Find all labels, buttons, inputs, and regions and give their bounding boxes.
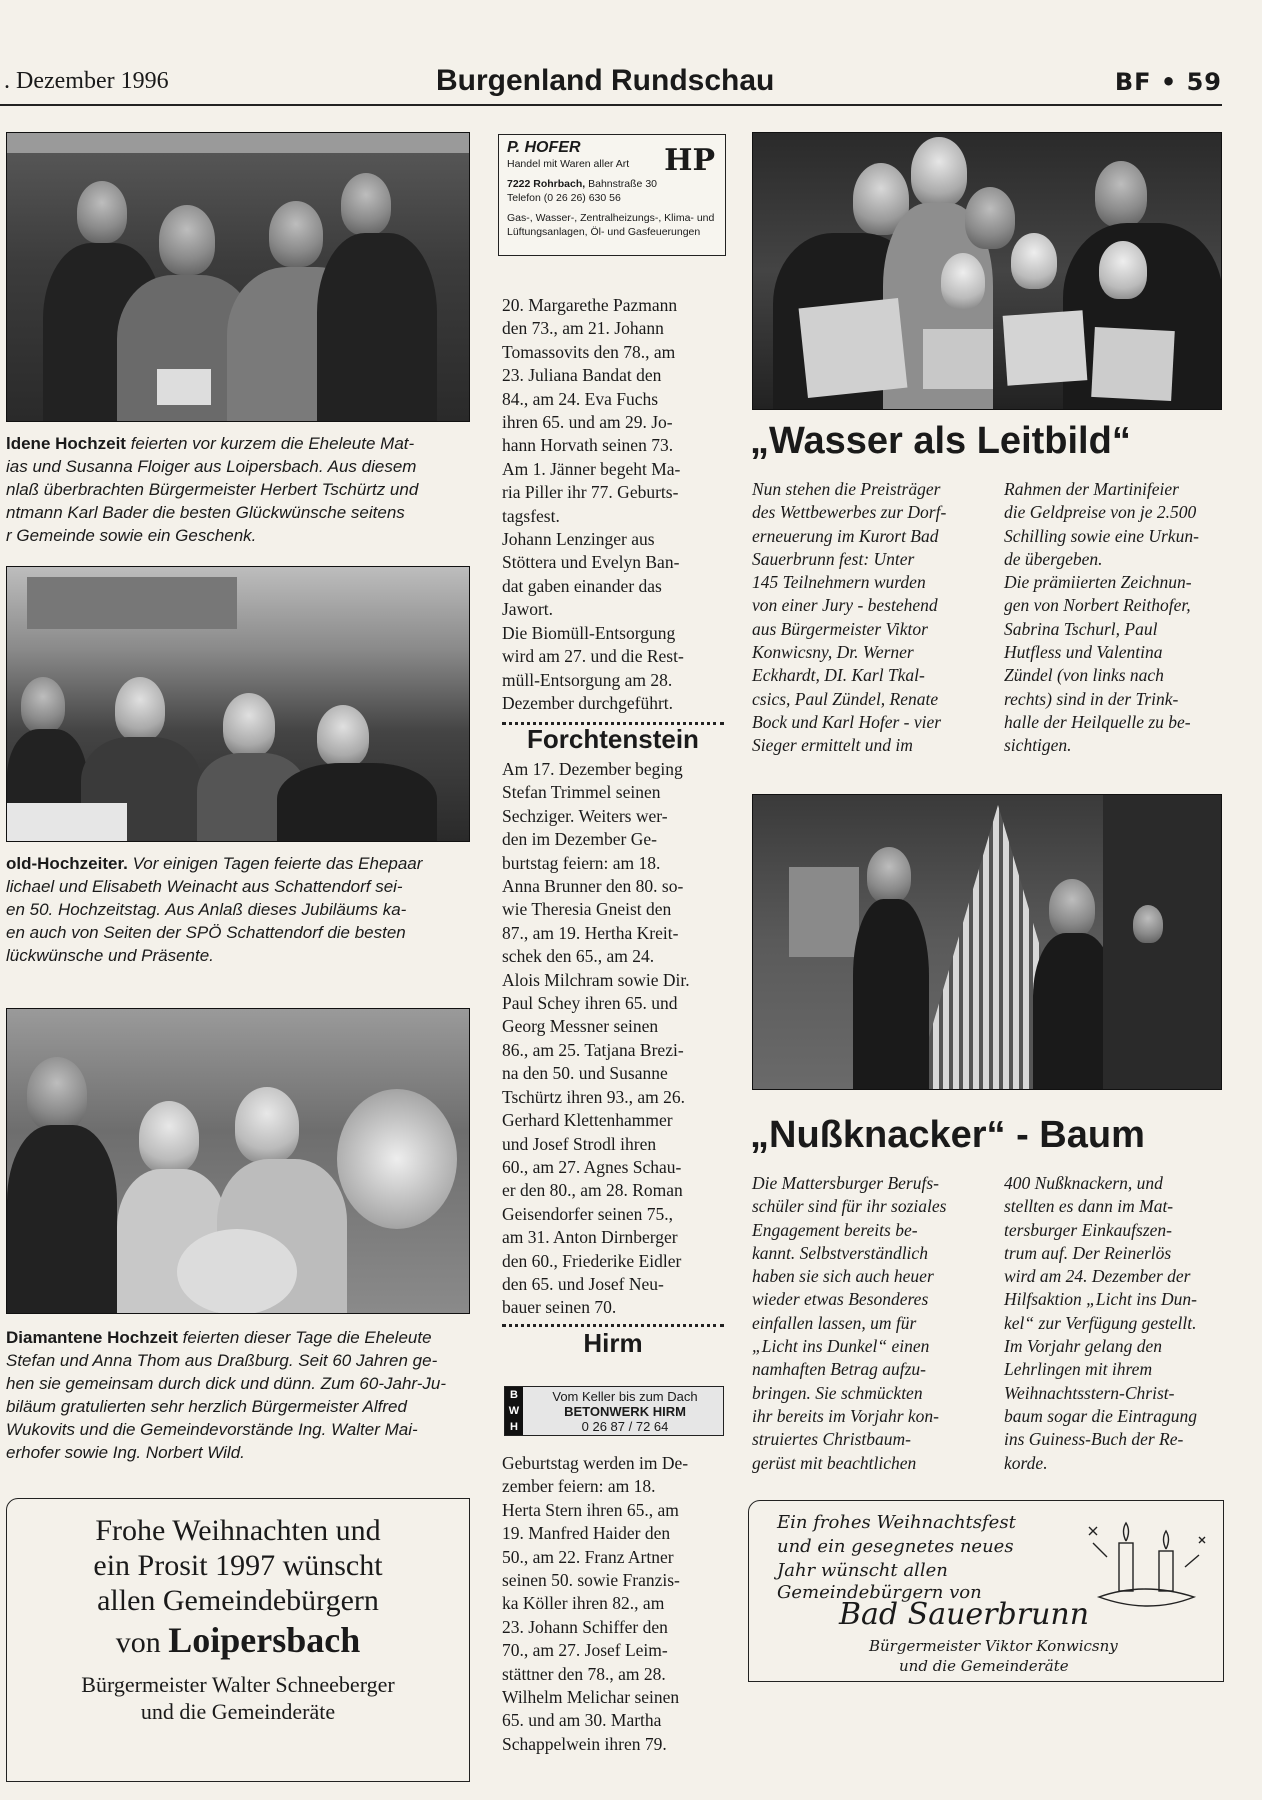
text-line: und Josef Strodl ihren xyxy=(502,1133,657,1154)
ad-address xyxy=(507,177,717,191)
text-line: Gerhard Klettenhammer xyxy=(502,1110,673,1131)
text-line: den 65. und Josef Neu- xyxy=(502,1273,664,1294)
greeting-bad-sauerbrunn xyxy=(748,1500,1224,1682)
text-line: 87., am 19. Hertha Kreit- xyxy=(502,922,679,943)
hirm-slogan: Vom Keller bis zum Dach xyxy=(552,1389,698,1404)
text-line: 145 Teilnehmern wurden xyxy=(752,572,926,593)
text-line: Geisendorfer seinen 75., xyxy=(502,1203,674,1224)
text-line: namhaften Betrag aufzu- xyxy=(752,1359,927,1380)
greeting-line: Gemeindebürgern von xyxy=(777,1582,982,1603)
section-hirm: Hirm xyxy=(583,1328,643,1358)
text-line: am 31. Anton Dirnberger xyxy=(502,1227,678,1248)
ad-company-name: P. HOFER xyxy=(507,139,581,156)
greeting-line: allen Gemeindebürgern xyxy=(97,1584,379,1617)
hofer-logo: HP xyxy=(664,143,715,178)
text-line: ins Guiness-Buch der Re- xyxy=(1004,1429,1184,1450)
text-line: Sieger ermittelt und im xyxy=(752,735,913,756)
greeting-line: Jahr wünscht allen xyxy=(777,1560,948,1581)
header-rule xyxy=(0,104,1222,106)
text-line: des Wettbewerbes zur Dorf- xyxy=(752,502,947,523)
caption-golden-wedding xyxy=(6,432,472,547)
greeting-council: und die Gemeinderäte xyxy=(140,1699,336,1724)
text-line: haben sie sich auch heuer xyxy=(752,1266,934,1287)
dotted-divider xyxy=(502,1324,724,1327)
text-line: ria Piller ihr 77. Geburts- xyxy=(502,482,679,503)
headline-nussknacker-baum: „Nußknacker“ - Baum xyxy=(750,1114,1145,1156)
text-line: sichtigen. xyxy=(1004,735,1072,756)
text-line: erneuerung im Kurort Bad xyxy=(752,525,939,546)
text-line: korde. xyxy=(1004,1452,1048,1473)
text-line: von einer Jury - bestehend xyxy=(752,595,938,616)
greeting-loipersbach xyxy=(6,1498,470,1782)
greeting-mayor: Bürgermeister Walter Schneeberger xyxy=(81,1672,395,1697)
text-line: 84., am 24. Eva Fuchs xyxy=(502,388,659,409)
text-line: 400 Nußknackern, und xyxy=(1004,1173,1163,1193)
text-line: er den 80., am 28. Roman xyxy=(502,1180,683,1201)
photo-wasser-prize-winners xyxy=(752,132,1222,410)
greeting-line: Ein frohes Weihnachtsfest xyxy=(777,1512,1016,1533)
text-line: na den 50. und Susanne xyxy=(502,1063,668,1084)
text-line: wieder etwas Besonderes xyxy=(752,1289,929,1310)
text-line: Rahmen der Martinifeier xyxy=(1004,479,1179,499)
text-line: Anna Brunner den 80. so- xyxy=(502,876,684,897)
text-line: Bock und Karl Hofer - vier xyxy=(752,711,942,732)
text-line: 20. Margarethe Pazmann xyxy=(502,295,678,315)
ad-services: Gas-, Wasser-, Zentralheizungs-, Klima- und xyxy=(507,212,715,224)
text-line: Zündel (von links nach xyxy=(1004,665,1164,686)
caption-text: r Gemeinde sowie ein Geschenk. xyxy=(6,526,257,545)
photo-nutcracker-tree xyxy=(752,794,1222,1090)
text-line: 70., am 27. Josef Leim- xyxy=(502,1640,668,1661)
greeting-town: Bad Sauerbrunn xyxy=(839,1597,1090,1632)
page-number: BF • 59 xyxy=(1114,68,1222,96)
text-line: tersburger Einkaufszen- xyxy=(1004,1219,1173,1240)
text-line: stättner den 78., am 28. xyxy=(502,1663,666,1684)
caption-text: biläum gratulierten sehr herzlich Bürgermeister Alfred xyxy=(6,1397,407,1416)
article-nussknacker-col2 xyxy=(1004,1172,1226,1475)
greeting-mayor: Bürgermeister Viktor Konwicsny xyxy=(869,1637,1118,1655)
text-line: Alois Milchram sowie Dir. xyxy=(502,969,690,990)
text-line: Sechziger. Weiters wer- xyxy=(502,805,668,826)
text-line: de übergeben. xyxy=(1004,548,1103,569)
text-line: 50., am 22. Franz Artner xyxy=(502,1546,674,1567)
text-line: schüler sind für ihr soziales xyxy=(752,1196,947,1217)
greeting-town-line xyxy=(7,1618,469,1665)
text-line: wird am 24. Dezember der xyxy=(1004,1266,1191,1287)
text-line: halle der Heilquelle zu be- xyxy=(1004,711,1191,732)
text-line: 86., am 25. Tatjana Brezi- xyxy=(502,1039,684,1060)
text-line: seinen 50. sowie Franzis- xyxy=(502,1570,680,1591)
greeting-line: ein Prosit 1997 wünscht xyxy=(93,1549,383,1582)
text-line: Hutfless und Valentina xyxy=(1004,642,1163,663)
text-line: bauer seinen 70. xyxy=(502,1297,617,1318)
ad-phone: Telefon (0 26 26) 630 56 xyxy=(507,192,621,204)
text-line: 65. und am 30. Martha xyxy=(502,1710,662,1731)
text-line: tagsfest. xyxy=(502,505,560,526)
caption-text: Stefan und Anna Thom aus Draßburg. Seit 60 Jahren ge- xyxy=(6,1351,438,1370)
text-line: den 73., am 21. Johann xyxy=(502,318,664,339)
caption-text: erhofer sowie Ing. Norbert Wild. xyxy=(6,1443,245,1462)
caption-text: Wukovits und die Gemeindevorstände Ing. Walter Mai- xyxy=(6,1420,418,1439)
bwh-logo xyxy=(505,1387,523,1435)
caption-text: hen sie gemeinsam durch dick und dünn. Zum 60-Jahr-Ju- xyxy=(6,1374,447,1393)
greeting-von: von xyxy=(115,1626,169,1659)
text-line: Weihnachtsstern-Christ- xyxy=(1004,1382,1175,1403)
caption-text: feierten dieser Tage die Eheleute xyxy=(177,1328,432,1347)
article-wasser-col2 xyxy=(1004,478,1226,758)
text-line: Johann Lenzinger aus xyxy=(502,529,655,550)
caption-text: Vor einigen Tagen feierte das Ehepaar xyxy=(127,854,423,873)
text-line: Die Biomüll-Entsorgung xyxy=(502,622,676,643)
text-line: 19. Manfred Haider den xyxy=(502,1523,671,1544)
text-line: kel“ zur Verfügung gestellt. xyxy=(1004,1312,1197,1333)
greeting-line: und ein gesegnetes neues xyxy=(777,1536,1014,1557)
photo-golden-wedding xyxy=(6,132,470,422)
text-line: bringen. Sie schmückten xyxy=(752,1382,923,1403)
text-line: Geburtstag werden im De- xyxy=(502,1453,689,1473)
text-line: hann Horvath seinen 73. xyxy=(502,435,674,456)
ad-tagline: Handel mit Waren aller Art xyxy=(507,158,630,170)
text-line: Herta Stern ihren 65., am xyxy=(502,1499,679,1520)
article-loipersbach-cont xyxy=(502,294,724,715)
caption-text: lichael und Elisabeth Weinacht aus Schattendorf sei- xyxy=(6,877,403,896)
text-line: Hilfsaktion „Licht ins Dun- xyxy=(1004,1289,1197,1310)
text-line: Am 1. Jänner begeht Ma- xyxy=(502,458,681,479)
text-line: Konwicsny, Dr. Werner xyxy=(752,642,914,663)
text-line: Stefan Trimmel seinen xyxy=(502,782,661,803)
ad-hofer xyxy=(498,134,726,256)
text-line: Die prämiierten Zeichnun- xyxy=(1004,572,1192,593)
text-line: 60., am 27. Agnes Schau- xyxy=(502,1156,682,1177)
caption-lead: old-Hochzeiter. xyxy=(6,854,128,873)
caption-text: lückwünsche und Präsente. xyxy=(6,946,214,965)
text-line: zember feiern: am 18. xyxy=(502,1476,656,1497)
text-line: gen von Norbert Reithofer, xyxy=(1004,595,1191,616)
text-line: rechts) sind in der Trink- xyxy=(1004,688,1179,709)
text-line: Tomassovits den 78., am xyxy=(502,341,676,362)
text-line: Tschürtz ihren 93., am 26. xyxy=(502,1086,685,1107)
text-line: ka Köller ihren 82., am xyxy=(502,1593,665,1614)
greeting-line: Frohe Weihnachten und xyxy=(95,1514,381,1547)
logo-letter: H xyxy=(510,1421,518,1433)
text-line: Lehrlingen mit ihrem xyxy=(1004,1359,1153,1380)
text-line: Sauerbrunn fest: Unter xyxy=(752,548,915,569)
caption-lead: Diamantene Hochzeit xyxy=(6,1328,178,1347)
text-line: ihr bereits im Vorjahr kon- xyxy=(752,1405,939,1426)
text-line: „Licht ins Dunkel“ einen xyxy=(752,1336,930,1357)
caption-text: en auch von Seiten der SPÖ Schattendorf die besten xyxy=(6,923,406,942)
caption-diamond-wedding xyxy=(6,1326,472,1464)
article-hirm xyxy=(502,1452,724,1756)
text-line: Sabrina Tschurl, Paul xyxy=(1004,618,1158,639)
headline-wasser-als-leitbild: „Wasser als Leitbild“ xyxy=(750,420,1131,462)
newspaper-title: Burgenland Rundschau xyxy=(436,64,775,97)
text-line: 23. Johann Schiffer den xyxy=(502,1616,668,1637)
caption-gold-wedding xyxy=(6,852,472,967)
ad-services: Lüftungsanlagen, Öl- und Gasfeuerungen xyxy=(507,226,701,238)
caption-text: ias und Susanna Floiger aus Loipersbach. Aus diesem xyxy=(6,457,417,476)
text-line: Eckhardt, DI. Karl Tkal- xyxy=(752,665,925,686)
text-line: wie Theresia Gneist den xyxy=(502,899,672,920)
photo-diamond-wedding xyxy=(6,1008,470,1314)
text-line: Wilhelm Melichar seinen xyxy=(502,1687,680,1708)
text-line: gerüst mit beachtlichen xyxy=(752,1452,917,1473)
hirm-ad-text xyxy=(527,1389,723,1434)
text-line: Jawort. xyxy=(502,599,554,620)
text-line: Paul Schey ihren 65. und xyxy=(502,993,678,1014)
text-line: aus Bürgermeister Viktor xyxy=(752,618,928,639)
logo-letter: B xyxy=(510,1389,518,1401)
text-line: stellten es dann im Mat- xyxy=(1004,1196,1174,1217)
section-forchtenstein: Forchtenstein xyxy=(527,724,699,754)
text-line: Schappelwein ihren 79. xyxy=(502,1733,667,1754)
text-line: burtstag feiern: am 18. xyxy=(502,852,661,873)
ad-betonwerk-hirm xyxy=(504,1386,724,1436)
caption-text: en 50. Hochzeitstag. Aus Anlaß dieses Jubiläums ka- xyxy=(6,900,407,919)
text-line: wird am 27. und die Rest- xyxy=(502,646,684,667)
text-line: den 60., Friederike Eidler xyxy=(502,1250,682,1271)
photo-gold-wedding-weinacht xyxy=(6,566,470,842)
text-line: csics, Paul Zündel, Renate xyxy=(752,688,939,709)
text-line: ihren 65. und am 29. Jo- xyxy=(502,412,673,433)
text-line: Die Mattersburger Berufs- xyxy=(752,1173,939,1193)
text-line: einfallen lassen, um für xyxy=(752,1312,917,1333)
issue-date: . Dezember 1996 xyxy=(4,68,169,94)
text-line: Dezember durchgeführt. xyxy=(502,692,674,713)
caption-text: ntmann Karl Bader die besten Glückwünsche seitens xyxy=(6,503,405,522)
candle-wreath-icon xyxy=(1079,1507,1209,1617)
text-line: schek den 65., am 24. xyxy=(502,946,655,967)
text-line: Schilling sowie eine Urkun- xyxy=(1004,525,1199,546)
article-forchtenstein xyxy=(502,758,724,1320)
text-line: die Geldpreise von je 2.500 xyxy=(1004,502,1197,523)
article-nussknacker-col1 xyxy=(752,1172,974,1475)
article-wasser-col1 xyxy=(752,478,974,758)
hirm-company: BETONWERK HIRM xyxy=(564,1404,686,1419)
text-line: Stöttera und Evelyn Ban- xyxy=(502,552,680,573)
text-line: Im Vorjahr gelang den xyxy=(1004,1336,1162,1357)
caption-text: feierten vor kurzem die Eheleute Mat- xyxy=(125,434,415,453)
text-line: kannt. Selbstverständlich xyxy=(752,1242,928,1263)
text-line: den im Dezember Ge- xyxy=(502,829,657,850)
text-line: trum auf. Der Reinerlös xyxy=(1004,1242,1172,1263)
text-line: müll-Entsorgung am 28. xyxy=(502,669,673,690)
caption-text: nlaß überbrachten Bürgermeister Herbert Tschürtz und xyxy=(6,480,419,499)
ad-address-city: 7222 Rohrbach, xyxy=(507,178,586,190)
text-line: Georg Messner seinen xyxy=(502,1016,659,1037)
greeting-council: und die Gemeinderäte xyxy=(899,1657,1069,1675)
text-line: 23. Juliana Bandat den xyxy=(502,365,662,386)
ad-address-street: Bahnstraße 30 xyxy=(585,178,657,190)
hirm-phone: 0 26 87 / 72 64 xyxy=(581,1419,669,1434)
text-line: dat gaben einander das xyxy=(502,575,662,596)
caption-lead: ldene Hochzeit xyxy=(6,434,126,453)
text-line: baum sogar die Eintragung xyxy=(1004,1405,1197,1426)
logo-letter: W xyxy=(508,1405,520,1417)
text-line: Am 17. Dezember beging xyxy=(502,759,683,779)
greeting-town: Loipersbach xyxy=(168,1620,361,1660)
text-line: Engagement bereits be- xyxy=(752,1219,918,1240)
text-line: Nun stehen die Preisträger xyxy=(752,479,941,499)
text-line: struiertes Christbaum- xyxy=(752,1429,911,1450)
